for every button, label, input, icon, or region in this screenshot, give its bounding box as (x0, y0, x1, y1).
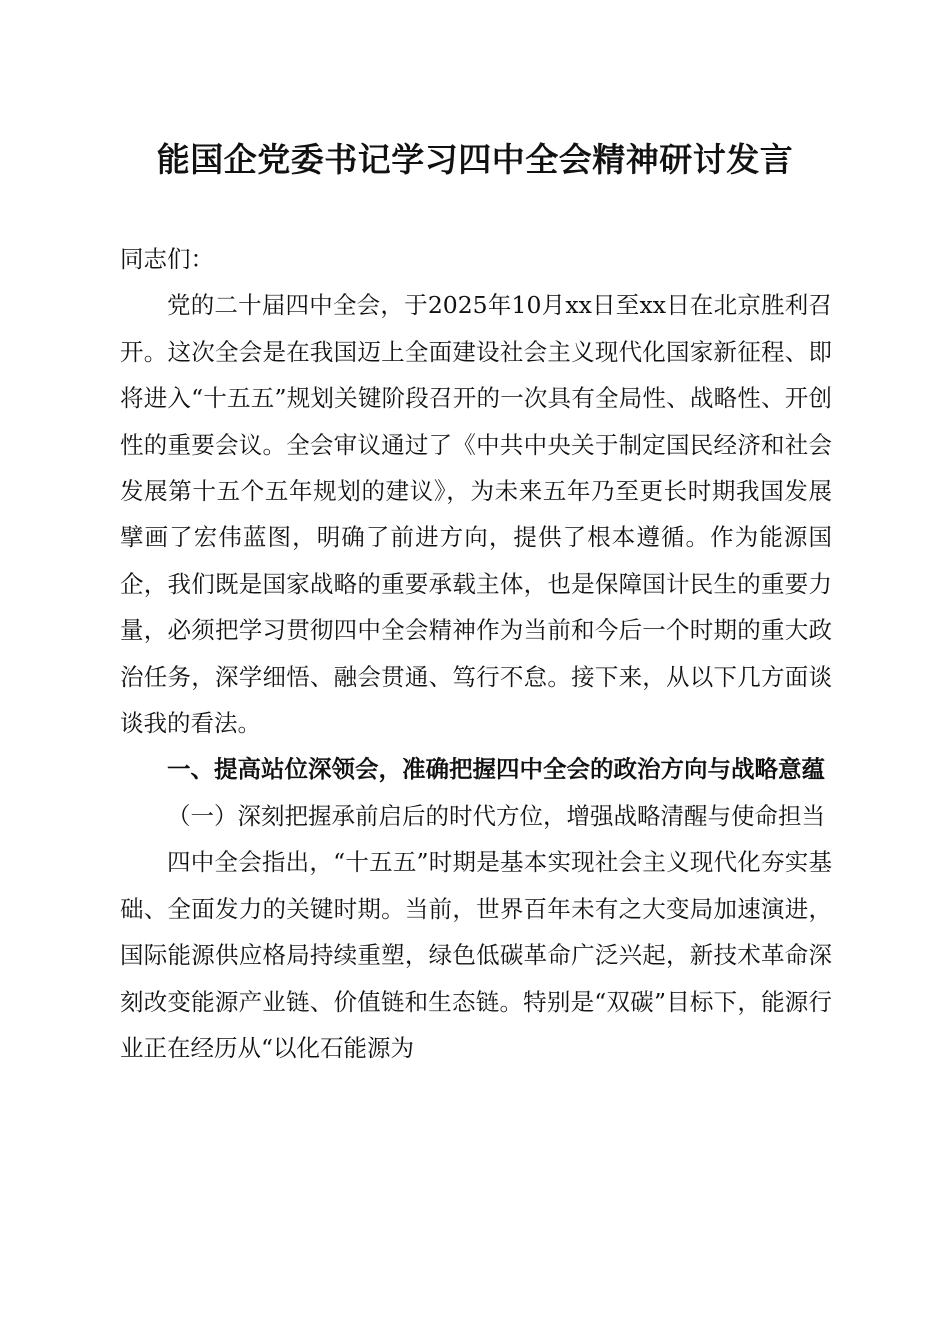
document-title: 能国企党委书记学习四中全会精神研讨发言 (156, 140, 794, 179)
document-body (120, 236, 832, 1071)
heading-section-1: 一、提高站位深领会，准确把握四中全会的政治方向与战略意蕴 (167, 755, 825, 784)
heading-subsection-1: （一）深刻把握承前启后的时代方位，增强战略清醒与使命担当 (167, 801, 825, 830)
salutation: 同志们： (120, 245, 214, 273)
paragraph-intro: 党的二十届四中全会，于2025年10月xx日至xx日在北京胜利召开。这次全会是在我国迈上全面建设社会主义现代化国家新征程、即将进入“十五五”规划关键阶段召开的一次具有全局性、战略性、开创性的重要会议。全会审议通过了《中共中央关于制定国民经济和社会发展第十五个五年规划的建议》，为未来五年乃至更长时期我国发展擘画了宏伟蓝图，明确了前进方向，提供了根本遵循。作为能源国企，我们既是国家战略的重要承载主体，也是保障国计民生的重要力量，必须把学习贯彻四中全会精神作为当前和今后一个时期的重大政治任务，深学细悟、融会贯通、笃行不怠。接下来，从以下几方面谈谈我的看法。 (120, 291, 832, 738)
paragraph-subsection-1: 四中全会指出，“十五五”时期是基本实现社会主义现代化夯实基础、全面发力的关键时期。当前，世界百年未有之大变局加速演进，国际能源供应格局持续重塑，绿色低碳革命广泛兴起，新技术革命深刻改变能源产业链、价值链和生态链。特别是“双碳”目标下，能源行业正在经历从“以化石能源为 (120, 848, 832, 1062)
